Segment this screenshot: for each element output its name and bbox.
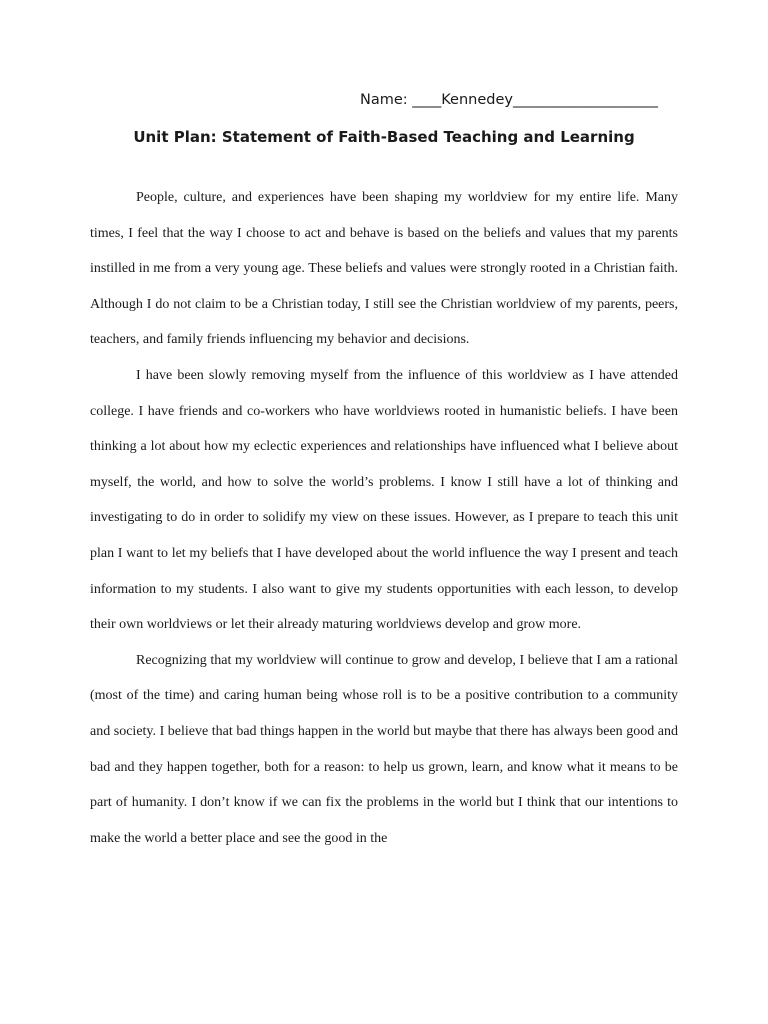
paragraph: People, culture, and experiences have been shaping my worldview for my entire life. Many times, I feel that the way I choose to act and behave is based on the beliefs and values that my parents instilled in me from a very young age. These beliefs and values were strongly rooted in a Christian faith. Although I do not claim to be a Christian today, I still see the Christian worldview of my parents, peers, teachers, and family friends influencing my behavior and decisions.: [90, 190, 678, 348]
paragraph: I have been slowly removing myself from the influence of this worldview as I have attended college. I have friends and co-workers who have worldviews rooted in humanistic beliefs. I have been thinking a lot about how my eclectic experiences and relationships have influenced what I believe about myself, the world, and how to solve the world’s problems. I know I still have a lot of thinking and investigating to do in order to solidify my view on these issues. However, as I prepare to teach this unit plan I want to let my beliefs that I have developed about the world influence the way I present and teach information to my students. I also want to give my students opportunities with each lesson, to develop their own worldviews or let their already maturing worldviews develop and grow more.: [90, 367, 678, 633]
student-name-line: Name: ____Kennedey____________________: [360, 92, 658, 108]
document-body: [90, 180, 678, 856]
document-title: Unit Plan: Statement of Faith-Based Teaching and Learning: [133, 128, 635, 146]
paragraph: Recognizing that my worldview will continue to grow and develop, I believe that I am a rational (most of the time) and caring human being whose roll is to be a positive contribution to a community and society. I believe that bad things happen in the world but maybe that there has always been good and bad and they happen together, both for a reason: to help us grown, learn, and know what it means to be part of humanity. I don’t know if we can fix the problems in the world but I think that our intentions to make the world a better place and see the good in the: [90, 652, 678, 846]
